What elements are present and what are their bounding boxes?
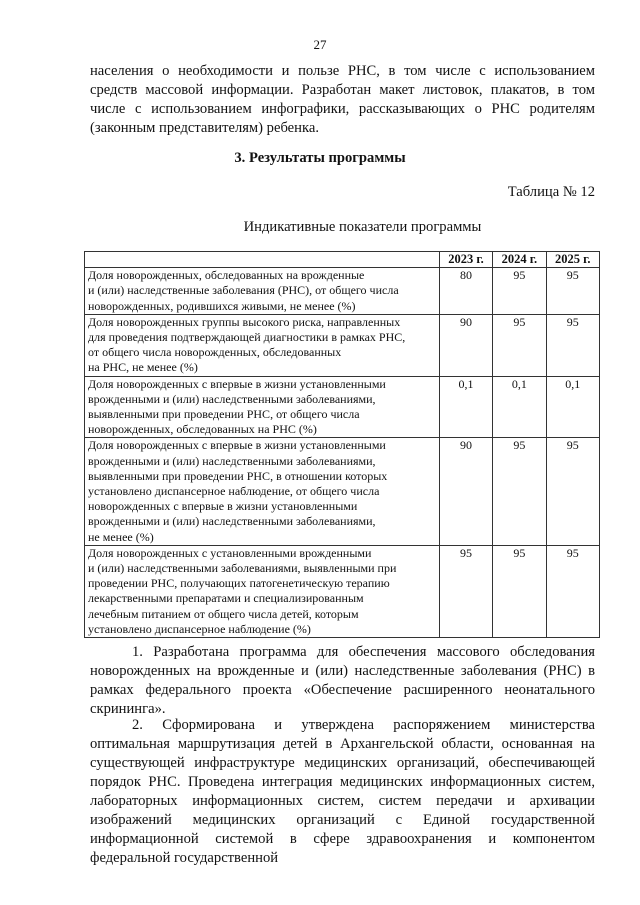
indicator-line: Доля новорожденных группы высокого риска, направленных: [88, 314, 401, 329]
indicator-line: установлено диспансерное наблюдение (%): [88, 621, 311, 636]
header-year-2023: 2023 г.: [439, 252, 492, 268]
indicator-line: не менее (%): [88, 529, 154, 544]
value-2024: 95: [493, 545, 546, 637]
value-2024: 0,1: [493, 376, 546, 438]
indicator-line: на РНС, не менее (%): [88, 360, 198, 375]
value-2023: 90: [439, 438, 492, 545]
value-2025: 95: [546, 438, 599, 545]
indicator-line: Доля новорожденных с впервые в жизни установленными: [88, 438, 386, 453]
table-row: [85, 314, 600, 376]
indicator-cell: [85, 268, 440, 315]
indicator-line: от общего числа новорожденных, обследованных: [88, 345, 342, 360]
indicator-line: Доля новорожденных с установленными врожденными: [88, 545, 372, 560]
indicator-line: лечебным питанием от общего числа детей, которым: [88, 606, 359, 621]
table-row: [85, 268, 600, 315]
indicator-cell: [85, 376, 440, 438]
indicator-cell: [85, 545, 440, 637]
indicator-line: Доля новорожденных с впервые в жизни установленными: [88, 376, 386, 391]
indicator-cell: [85, 314, 440, 376]
indicator-line: новорожденных, обследованных на РНС (%): [88, 422, 317, 437]
value-2023: 0,1: [439, 376, 492, 438]
table-number: Таблица № 12: [507, 184, 595, 200]
value-2023: 95: [439, 545, 492, 637]
paragraph-1: 1. Разработана программа для обеспечения массового обследования новорожденных на врожденные и (или) наследственные заболевания (РНС) в рамках федерального проекта «Обеспечение расширенного неонатального скрининга».: [90, 644, 595, 717]
indicator-line: для проведения подтверждающей диагностики в рамках РНС,: [88, 330, 406, 345]
indicator-line: новорожденных, родившихся живыми, не менее (%): [88, 298, 356, 313]
indicator-line: врожденными и (или) наследственными заболеваниями,: [88, 453, 376, 468]
indicator-line: проведении РНС, получающих патогенетическую терапию: [88, 576, 390, 591]
table-header-row: [85, 252, 600, 268]
indicator-line: выявленными при проведении РНС, от общего числа: [88, 407, 360, 422]
indicator-cell: [85, 438, 440, 545]
value-2024: 95: [493, 314, 546, 376]
indicator-line: установлено диспансерное наблюдение, от общего числа: [88, 484, 380, 499]
paragraph-2: 2. Сформирована и утверждена распоряжением министерства оптимальная маршрутизация детей в Архангельской области, основанная на существующей инфраструктуре медицинских организаций, обеспечивающей порядок РНС. Проведена интеграция медицинских информационных систем, лабораторных информационных систем, систем передачи и архивации изображений медицинских организаций с Единой государственной информационной системой в сфере здравоохранения и компонентом федеральной государственной: [90, 717, 595, 866]
header-year-2025: 2025 г.: [546, 252, 599, 268]
value-2024: 95: [493, 268, 546, 315]
header-indicator: [85, 252, 440, 268]
table-caption: Индикативные показатели программы: [243, 219, 482, 235]
value-2024: 95: [493, 438, 546, 545]
indicator-line: и (или) наследственными заболеваниями, выявленными при: [88, 561, 397, 576]
table-row: [85, 438, 600, 545]
section-heading: 3. Результаты программы: [234, 150, 406, 166]
value-2025: 95: [546, 545, 599, 637]
indicator-line: выявленными при проведении РНС, в отношении которых: [88, 468, 388, 483]
indicator-line: новорожденных с впервые в жизни установленными: [88, 499, 358, 514]
value-2025: 0,1: [546, 376, 599, 438]
intro-paragraph: населения о необходимости и пользе РНС, в том числе с использованием средств массовой информации. Разработан макет листовок, плакатов, в том числе с использованием инфографики, рассказывающих о РНС родителям (законным представителям) ребенка.: [90, 63, 595, 136]
value-2023: 90: [439, 314, 492, 376]
value-2023: 80: [439, 268, 492, 315]
page-number: 27: [313, 37, 327, 52]
indicator-line: Доля новорожденных, обследованных на врожденные: [88, 268, 365, 283]
header-year-2024: 2024 г.: [493, 252, 546, 268]
table-row: [85, 545, 600, 637]
indicator-line: и (или) наследственные заболевания (РНС), от общего числа: [88, 283, 399, 298]
indicator-line: врожденными и (или) наследственными заболеваниями,: [88, 514, 376, 529]
indicator-line: врожденными и (или) наследственными заболеваниями,: [88, 391, 376, 406]
value-2025: 95: [546, 314, 599, 376]
table-row: [85, 376, 600, 438]
indicators-table: [84, 251, 600, 638]
indicator-line: лекарственными препаратами и специализированным: [88, 591, 364, 606]
value-2025: 95: [546, 268, 599, 315]
